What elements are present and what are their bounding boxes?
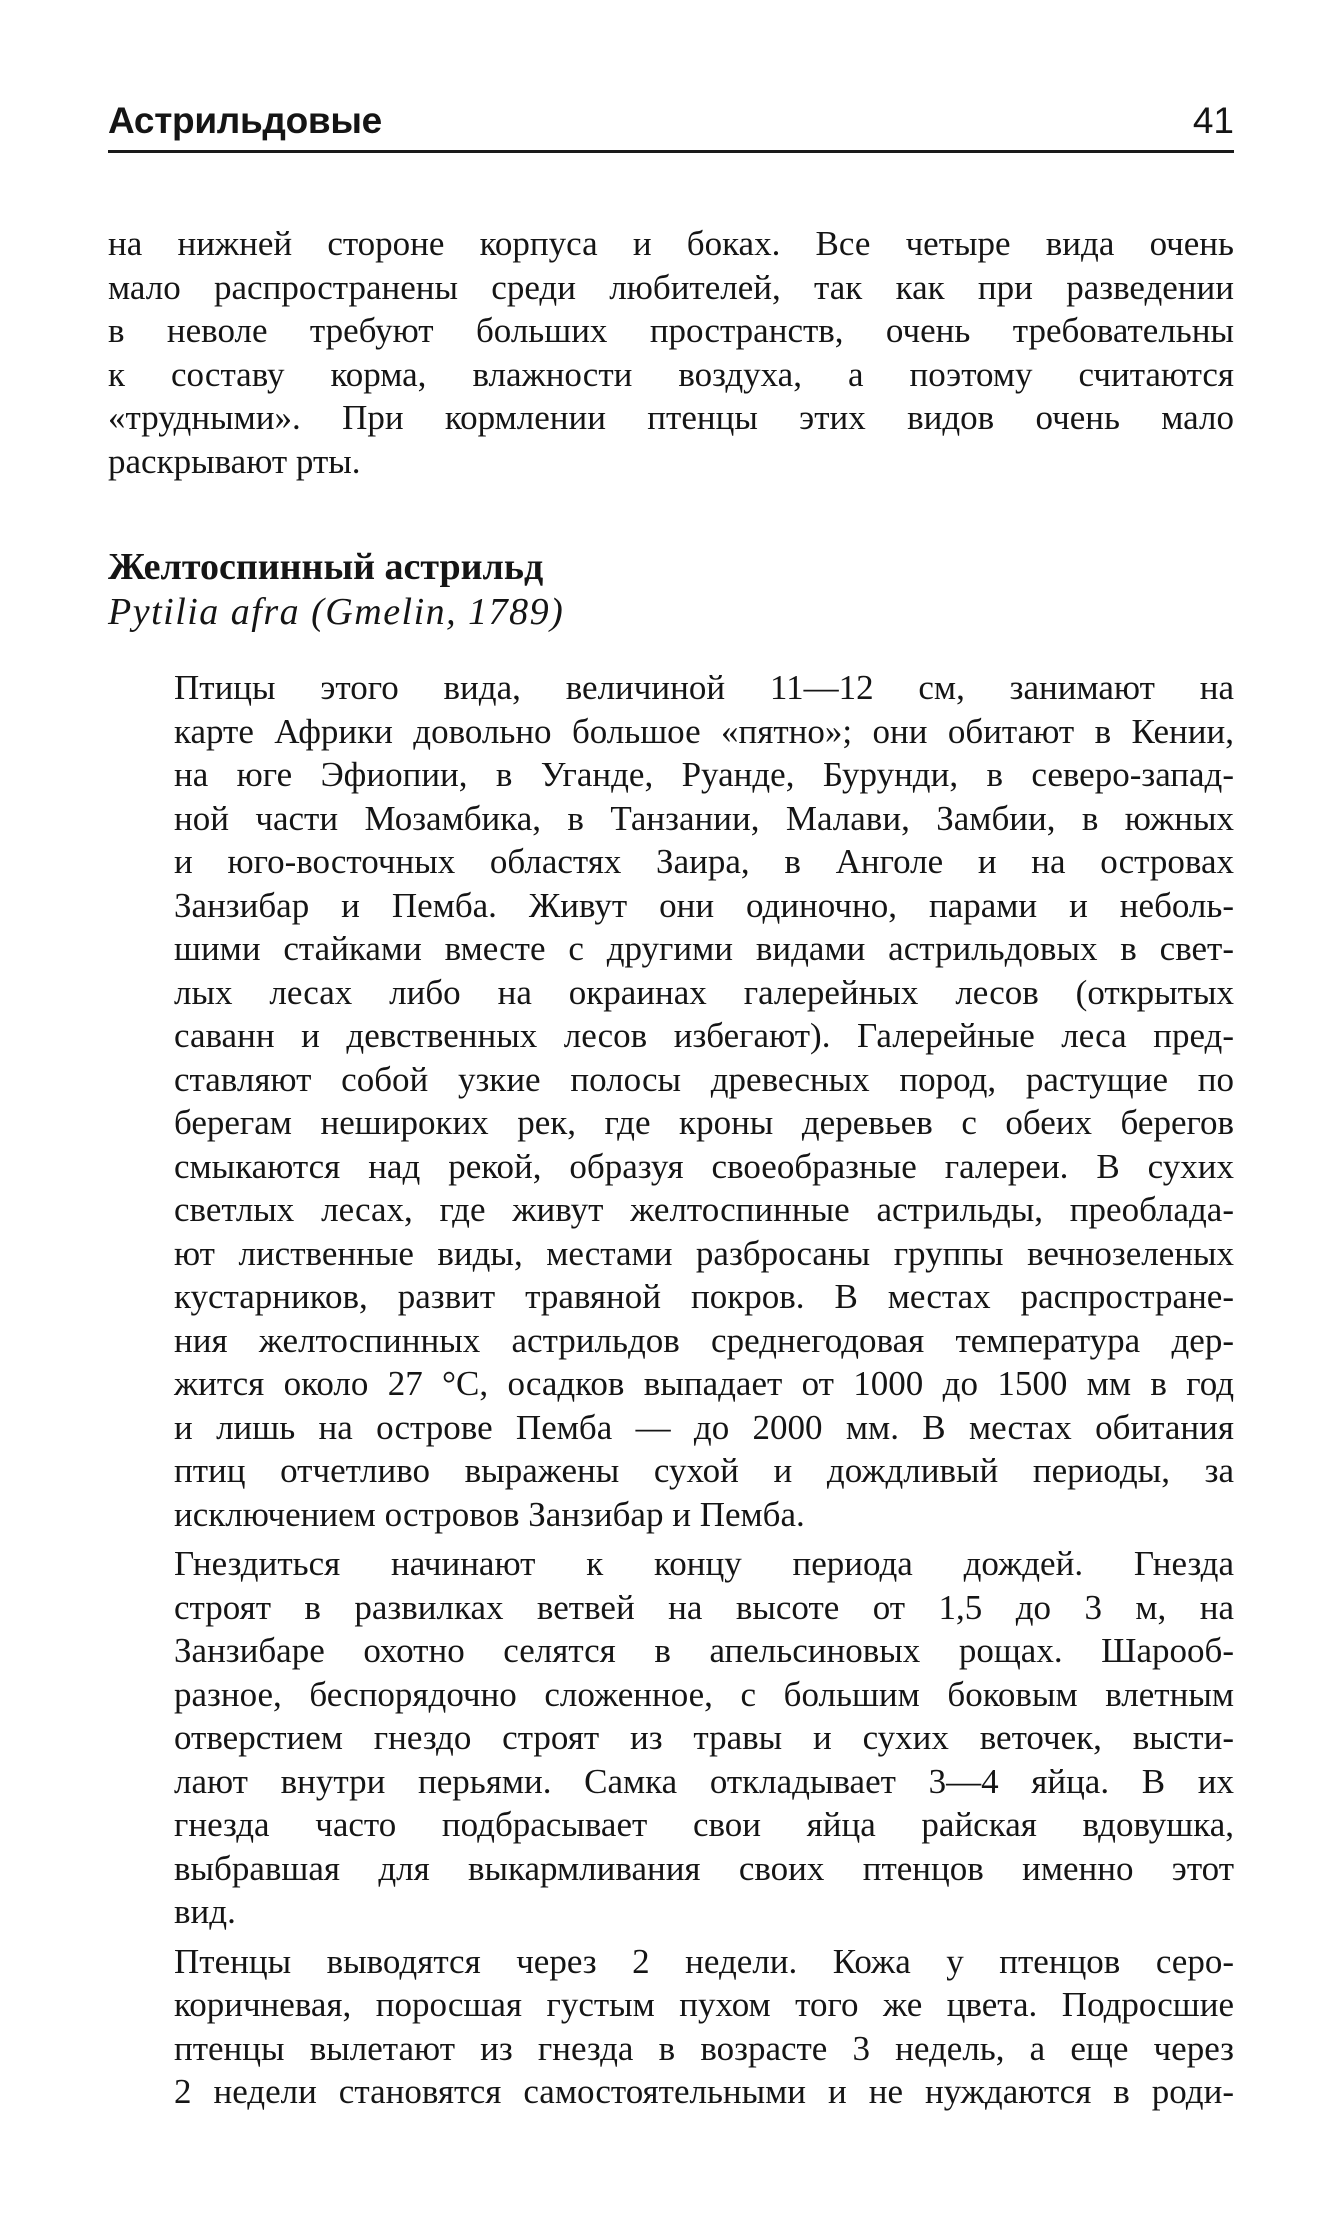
paragraph-chicks <box>108 1940 1234 2114</box>
text-line: мало распространены среди любителей, так как при разведении <box>108 267 1234 307</box>
text-line: птенцы вылетают из гнезда в возрасте 3 недель, а еще через <box>174 2028 1234 2068</box>
text-line: на юге Эфиопии, в Уганде, Руанде, Бурунди, в северо-запад- <box>174 755 1234 794</box>
text-line: «трудными». При кормлении птенцы этих видов очень мало <box>108 398 1234 437</box>
text-line: жится около 27 °С, осадков выпадает от 1000 до 1500 мм в год <box>174 1364 1234 1403</box>
text-line: ют лиственные виды, местами разбросаны группы вечнозеленых <box>174 1233 1234 1273</box>
text-line: шими стайками вместе с другими видами астрильдовых в свет- <box>174 929 1234 968</box>
text-line: строят в развилках ветвей на высоте от 1,5 до 3 м, на <box>174 1587 1234 1627</box>
text-line: Птицы этого вида, величиной 11—12 см, занимают на <box>174 668 1234 707</box>
text-line: Гнездиться начинают к концу периода дождей. Гнезда <box>174 1544 1234 1583</box>
running-header <box>108 96 1234 152</box>
running-title: Астрильдовые <box>108 100 382 141</box>
text-line: птиц отчетливо выражены сухой и дождливый периоды, за <box>174 1451 1234 1490</box>
text-line: разное, беспорядочно сложенное, с большим боковым влетным <box>174 1674 1234 1714</box>
section-heading <box>108 545 1234 635</box>
text-line: Птенцы выводятся через 2 недели. Кожа у птенцов серо- <box>174 1941 1234 1981</box>
text-line: Занзибаре охотно селятся в апельсиновых рощах. Шарооб- <box>174 1631 1234 1670</box>
text-line: гнезда часто подбрасывает свои яйца райская вдовушка, <box>174 1805 1234 1844</box>
text-line: выбравшая для выкармливания своих птенцов именно этот <box>174 1848 1234 1888</box>
text-line: светлых лесах, где живут желтоспинные астрильды, преоблада- <box>174 1190 1234 1229</box>
text-line: саванн и девственных лесов избегают). Галерейные леса пред- <box>174 1016 1234 1055</box>
text-line: на нижней стороне корпуса и боках. Все четыре вида очень <box>108 224 1234 263</box>
text-line: отверстием гнездо строят из травы и сухих веточек, высти- <box>174 1718 1234 1757</box>
section-body <box>108 666 1234 2114</box>
species-title: Желтоспинный астрильд <box>108 546 544 588</box>
text-line: лых лесах либо на окраинах галерейных лесов (открытых <box>174 972 1234 1012</box>
text-line: в неволе требуют больших пространств, очень требовательны <box>108 311 1234 350</box>
intro-paragraph <box>108 222 1234 483</box>
text-line: исключением островов Занзибар и Пемба. <box>174 1494 805 1534</box>
text-line: и лишь на острове Пемба — до 2000 мм. В местах обитания <box>174 1407 1234 1447</box>
text-line: коричневая, поросшая густым пухом того же цвета. Подросшие <box>174 1985 1234 2024</box>
page-number: 41 <box>1192 100 1234 141</box>
text-line: и юго-восточных областях Заира, в Анголе и на островах <box>174 842 1234 881</box>
paragraph-nesting <box>108 1542 1234 1934</box>
intro-text <box>108 222 1234 483</box>
text-line: смыкаются над рекой, образуя своеобразные галереи. В сухих <box>174 1146 1234 1186</box>
text-line: 2 недели становятся самостоятельными и не нуждаются в роди- <box>174 2072 1234 2111</box>
paragraph-habitat <box>108 666 1234 1536</box>
text-line: кустарников, развит травяной покров. В местах распростране- <box>174 1277 1234 1316</box>
text-line: раскрывают рты. <box>108 441 361 481</box>
text-line: вид. <box>174 1892 236 1931</box>
text-line: ставляют собой узкие полосы древесных пород, растущие по <box>174 1059 1234 1099</box>
text-line: лают внутри перьями. Самка откладывает 3—4 яйца. В их <box>174 1761 1234 1801</box>
text-line: к составу корма, влажности воздуха, а поэтому считаются <box>108 354 1234 394</box>
text-line: берегам нешироких рек, где кроны деревьев с обеих берегов <box>174 1103 1234 1142</box>
text-line: карте Африки довольно большое «пятно»; они обитают в Кении, <box>174 711 1234 751</box>
text-line: ной части Мозамбика, в Танзании, Малави, Замбии, в южных <box>174 798 1234 838</box>
text-line: ния желтоспинных астрильдов среднегодовая температура дер- <box>174 1320 1234 1360</box>
species-latin-name: Pytilia afra (Gmelin, 1789) <box>108 591 565 633</box>
header-rule <box>108 150 1234 153</box>
text-line: Занзибар и Пемба. Живут они одиночно, парами и неболь- <box>174 885 1234 925</box>
